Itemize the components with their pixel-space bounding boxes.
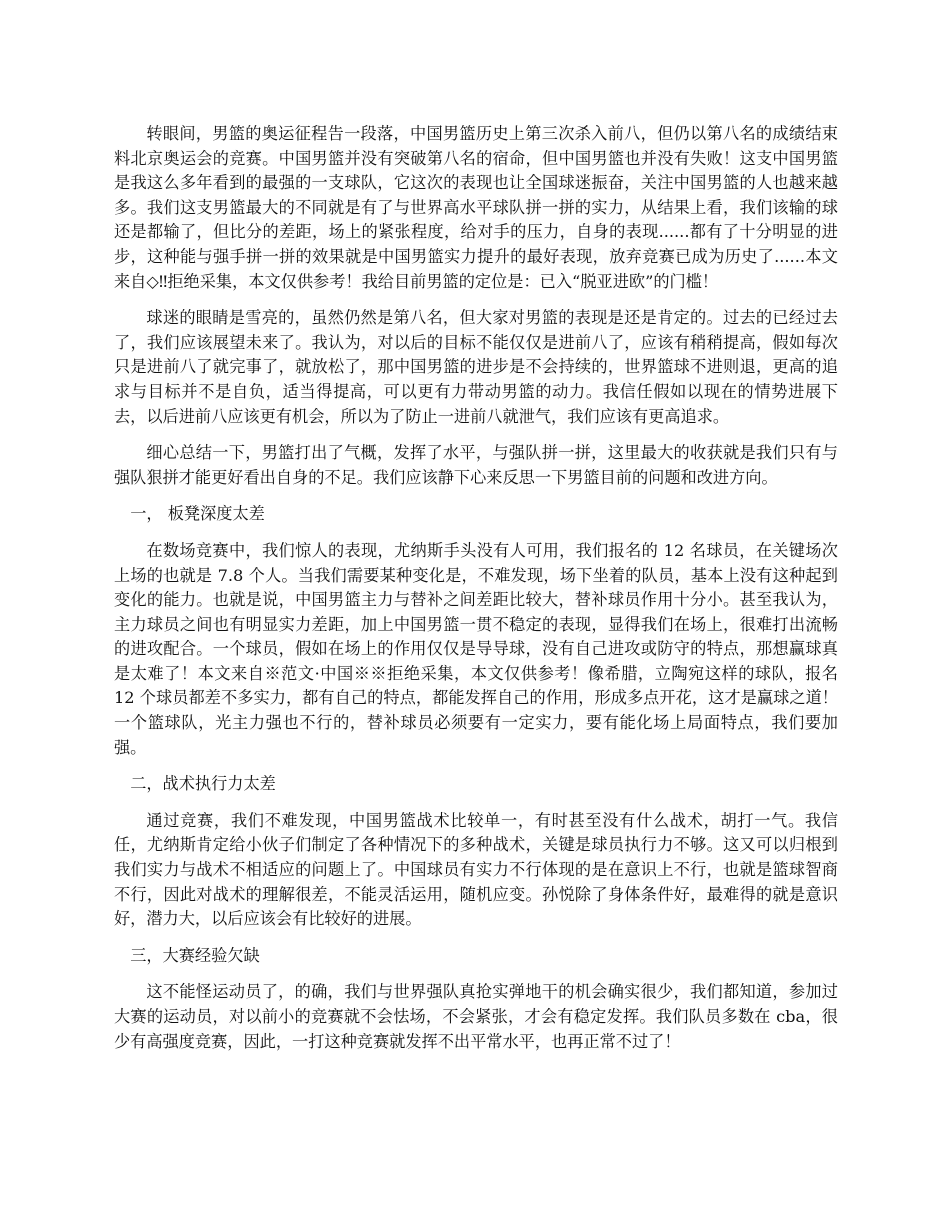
section-heading-bench-depth: 一， 板凳深度太差 xyxy=(130,504,265,524)
document-body xyxy=(114,122,838,1066)
section-heading-tactics: 二，战术执行力太差 xyxy=(130,774,276,794)
paragraph-summary: 细心总结一下，男篮打出了气概，发挥了水平，与强队拼一拼，这里最大的收获就是我们只有与强队狠拼才能更好看出自身的不足。我们应该静下心来反思一下男篮目前的问题和改进方向。 xyxy=(114,443,838,487)
paragraph-outlook: 球迷的眼睛是雪亮的，虽然仍然是第八名，但大家对男篮的表现是还是肯定的。过去的已经过去了，我们应该展望未来了。我认为，对以后的目标不能仅仅是进前八了，应该有稍稍提高，假如每次只是进前八了就完事了，就放松了，那中国男篮的进步是不会持续的，世界篮球不进则退，更高的追求与目标并不是自负，适当得提高，可以更有力带动男篮的动力。我信任假如以现在的情势进展下去，以后进前八应该更有机会，所以为了防止一进前八就泄气，我们应该有更高追求。 xyxy=(114,308,838,426)
paragraph-bench-depth: 在数场竞赛中，我们惊人的表现，尤纳斯手头没有人可用，我们报名的 12 名球员，在关键场次上场的也就是 7.8 个人。当我们需要某种变化是，不难发现，场下坐着的队员，基本上没有这种起到变化的能力。也就是说，中国男篮主力与替补之间差距比较大，替补球员作用十分小。甚至我认为，主力球员之间也有明显实力差距，加上中国男篮一贯不稳定的表现，显得我们在场上，很难打出流畅的进攻配合。一个球员，假如在场上的作用仅仅是导导球，没有自己进攻或防守的特点，那想赢球真是太难了！本文来自※范文·中国※※拒绝采集，本文仅供参考！像希腊，立陶宛这样的球队，报名 12 个球员都差不多实力，都有自己的特点，都能发挥自己的作用，形成多点开花，这才是赢球之道！一个篮球队，光主力强也不行的，替补球员必须要有一定实力，要有能化场上局面特点，我们要加强。 xyxy=(114,540,838,757)
paragraph-intro: 转眼间，男篮的奥运征程告一段落，中国男篮历史上第三次杀入前八，但仍以第八名的成绩结束料北京奥运会的竞赛。中国男篮并没有突破第八名的宿命，但中国男篮也并没有失败！这支中国男篮是我这么多年看到的最强的一支球队，它这次的表现也让全国球迷振奋，关注中国男篮的人也越来越多。我们这支男篮最大的不同就是有了与世界高水平球队拼一拼的实力，从结果上看，我们该输的球还是都输了，但比分的差距，场上的紧张程度，给对手的压力，自身的表现......都有了十分明显的进步，这种能与强手拼一拼的效果就是中国男篮实力提升的最好表现，放弃竞赛已成为历史了......本文来自◇‼拒绝采集，本文仅供参考！我给目前男篮的定位是：已入“脱亚进欧”的门槛！ xyxy=(114,124,838,291)
paragraph-tactics: 通过竞赛，我们不难发现，中国男篮战术比较单一，有时甚至没有什么战术，胡打一气。我信任，尤纳斯肯定给小伙子们制定了各种情况下的多种战术，关键是球员执行力不够。这又可以归根到我们实力与战术不相适应的问题上了。中国球员有实力不行体现的是在意识上不行，也就是篮球智商不行，因此对战术的理解很差，不能灵活运用，随机应变。孙悦除了身体条件好，最难得的就是意识好，潜力大，以后应该会有比较好的进展。 xyxy=(114,810,838,929)
section-heading-experience: 三，大赛经验欠缺 xyxy=(130,945,260,965)
paragraph-experience: 这不能怪运动员了，的确，我们与世界强队真抢实弹地干的机会确实很少，我们都知道，参加过大赛的运动员，对以前小的竞赛就不会怯场，不会紧张，才会有稳定发挥。我们队员多数在 cba，很少有高强度竞赛，因此，一打这种竞赛就发挥不出平常水平，也再正常不过了！ xyxy=(114,982,838,1051)
